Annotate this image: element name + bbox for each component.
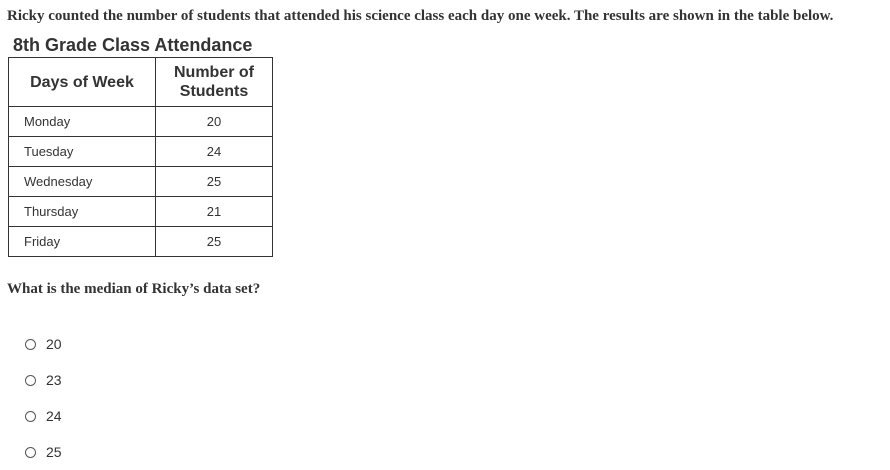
- count-cell: 24: [156, 137, 273, 167]
- table-row: [9, 197, 273, 227]
- table-header-row: [9, 58, 273, 107]
- answer-choices: [25, 326, 62, 470]
- column-header-count-line2: Students: [179, 83, 249, 100]
- day-cell: Thursday: [9, 197, 156, 227]
- count-cell: 21: [156, 197, 273, 227]
- median-question: What is the median of Ricky’s data set?: [7, 281, 261, 297]
- count-cell: 25: [156, 167, 273, 197]
- answer-option-label[interactable]: 25: [46, 444, 62, 460]
- table-row: [9, 137, 273, 167]
- attendance-table: [8, 57, 273, 257]
- table-row: [9, 107, 273, 137]
- answer-option-label[interactable]: 24: [46, 408, 62, 424]
- answer-option-24[interactable]: [25, 398, 62, 434]
- answer-option-label[interactable]: 23: [46, 372, 62, 388]
- count-cell: 20: [156, 107, 273, 137]
- count-cell: 25: [156, 227, 273, 257]
- column-header-count-line1: Number of: [174, 64, 254, 81]
- day-cell: Wednesday: [9, 167, 156, 197]
- column-header-day: Days of Week: [9, 58, 156, 107]
- answer-option-23[interactable]: [25, 362, 62, 398]
- table-title: 8th Grade Class Attendance: [13, 35, 253, 55]
- answer-option-label[interactable]: 20: [46, 336, 62, 352]
- day-cell: Monday: [9, 107, 156, 137]
- question-prompt: Ricky counted the number of students that attended his science class each day one week. The results are shown in the table below.: [7, 8, 834, 24]
- answer-option-20[interactable]: [25, 326, 62, 362]
- table-row: [9, 167, 273, 197]
- radio-button-icon[interactable]: [25, 339, 36, 350]
- radio-button-icon[interactable]: [25, 447, 36, 458]
- radio-button-icon[interactable]: [25, 375, 36, 386]
- day-cell: Tuesday: [9, 137, 156, 167]
- table-row: [9, 227, 273, 257]
- answer-option-25[interactable]: [25, 434, 62, 470]
- day-cell: Friday: [9, 227, 156, 257]
- column-header-count: [156, 58, 273, 107]
- radio-button-icon[interactable]: [25, 411, 36, 422]
